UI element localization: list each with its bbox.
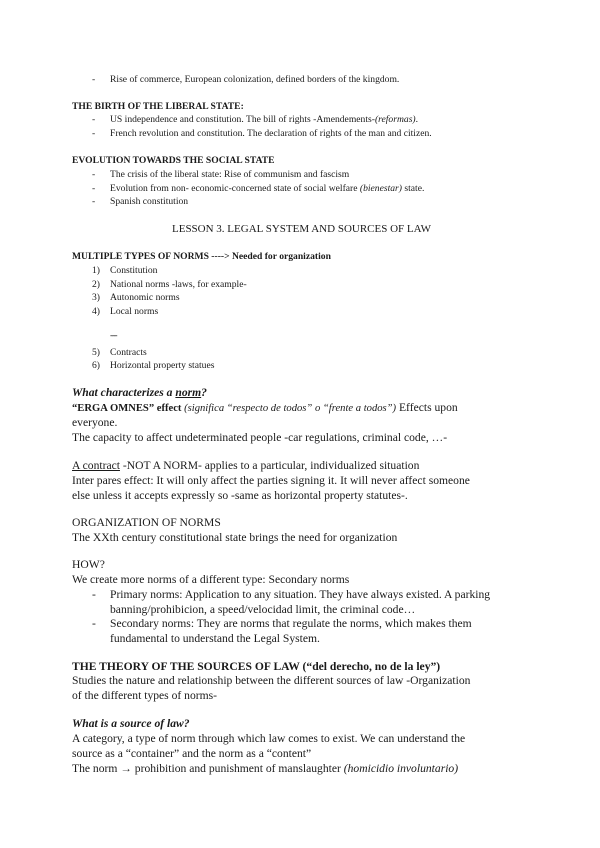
paragraph-line: of the different types of norms-: [72, 689, 217, 702]
section-heading-liberal-state: THE BIRTH OF THE LIBERAL STATE:: [72, 101, 244, 112]
list-separator: ---: [110, 330, 117, 341]
list-item: Horizontal property statues: [110, 360, 215, 371]
bullet-text: banning/prohibicion, a speed/velocidad limit, the criminal code…: [110, 603, 416, 616]
question-heading: What is a source of law?: [72, 717, 190, 730]
paragraph-line: A contract -NOT A NORM- applies to a particular, individualized situation: [72, 459, 420, 472]
bullet-dash: -: [92, 183, 96, 194]
section-heading-social-state: EVOLUTION TOWARDS THE SOCIAL STATE: [72, 155, 275, 166]
section-heading-organization: ORGANIZATION OF NORMS: [72, 516, 221, 529]
bullet-text: Rise of commerce, European colonization, defined borders of the kingdom.: [110, 74, 400, 85]
bullet-text: Secondary norms: They are norms that regulate the norms, which makes them: [110, 617, 472, 630]
list-number: 6): [92, 360, 100, 371]
bullet-text: The crisis of the liberal state: Rise of communism and fascism: [110, 169, 350, 180]
bullet-dash: -: [92, 169, 96, 180]
paragraph-line: The capacity to affect undeterminated people -car regulations, criminal code, …-: [72, 431, 448, 444]
list-item: Local norms: [110, 306, 159, 317]
paragraph-line: The norm → prohibition and punishment of manslaughter (homicidio involuntario): [72, 762, 459, 775]
paragraph-line: A category, a type of norm through which law comes to exist. We can understand the: [72, 732, 466, 745]
section-heading-how: HOW?: [72, 558, 105, 571]
list-number: 3): [92, 292, 100, 303]
bullet-dash: -: [92, 128, 96, 139]
list-number: 2): [92, 279, 100, 290]
question-heading: What characterizes a norm?: [72, 386, 207, 399]
paragraph-line: else unless it accepts expressly so -same as horizontal property statutes-.: [72, 489, 408, 502]
list-item: Constitution: [110, 265, 158, 276]
list-item: National norms -laws, for example-: [110, 279, 247, 290]
lesson-title: LESSON 3. LEGAL SYSTEM AND SOURCES OF LAW: [172, 223, 432, 235]
bullet-text: US independence and constitution. The bill of rights -Amendements-(reformas).: [110, 114, 419, 125]
bullet-dash: -: [92, 617, 96, 630]
paragraph-line: “ERGA OMNES” effect (significa “respecto de todos” o “frente a todos”) Effects upon: [72, 401, 458, 414]
paragraph-line: We create more norms of a different type: Secondary norms: [72, 573, 350, 586]
paragraph-line: Inter pares effect: It will only affect the parties signing it. It will never affect someone: [72, 474, 470, 487]
list-number: 1): [92, 265, 100, 276]
list-item: Autonomic norms: [110, 292, 180, 303]
list-item: Contracts: [110, 347, 147, 358]
bullet-dash: -: [92, 196, 96, 207]
section-heading-theory: THE THEORY OF THE SOURCES OF LAW (“del derecho, no de la ley”): [72, 660, 441, 673]
paragraph-line: everyone.: [72, 416, 118, 429]
paragraph-line: The XXth century constitutional state brings the need for organization: [72, 531, 398, 544]
list-number: 4): [92, 306, 100, 317]
bullet-dash: -: [92, 588, 96, 601]
bullet-text: French revolution and constitution. The declaration of rights of the man and citizen.: [110, 128, 432, 139]
paragraph-line: Studies the nature and relationship between the different sources of law -Organization: [72, 674, 471, 687]
paragraph-line: source as a “container” and the norm as a “content”: [72, 747, 312, 760]
bullet-text: fundamental to understand the Legal System.: [110, 632, 320, 645]
bullet-dash: -: [92, 74, 96, 85]
section-heading-norm-types: MULTIPLE TYPES OF NORMS ----> Needed for organization: [72, 251, 331, 262]
list-number: 5): [92, 347, 100, 358]
bullet-text: Primary norms: Application to any situation. They have always existed. A parking: [110, 588, 491, 601]
bullet-text: Spanish constitution: [110, 196, 189, 207]
bullet-dash: -: [92, 114, 96, 125]
bullet-text: Evolution from non- economic-concerned state of social welfare (bienestar) state.: [110, 183, 425, 194]
